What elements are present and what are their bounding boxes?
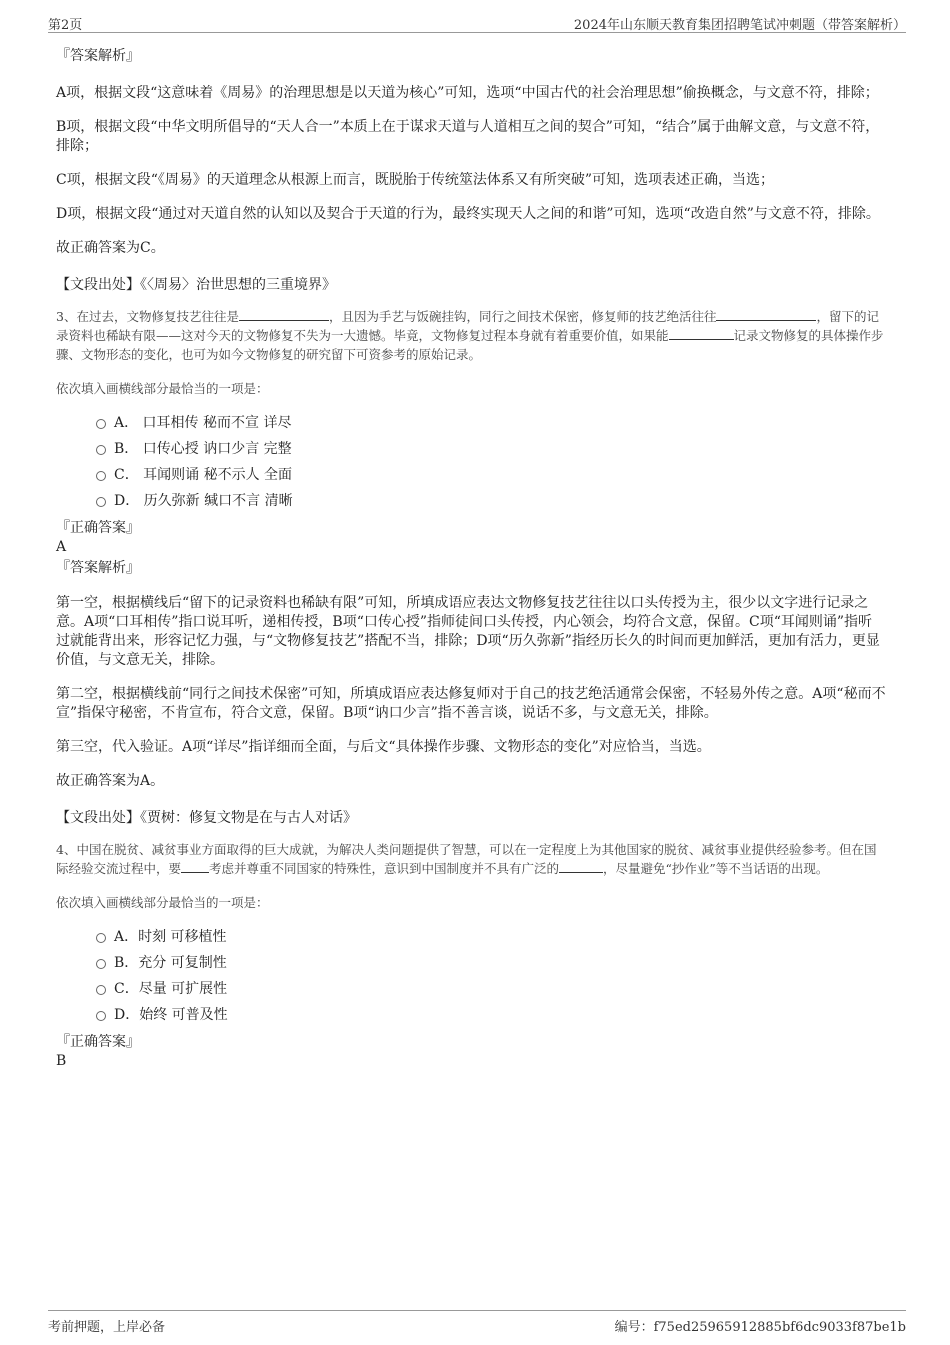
q3-option-a-label: A． 口耳相传 秘而不宣 详尽: [114, 415, 292, 431]
document-title: 2024年山东顺天教育集团招聘笔试冲刺题（带答案解析）: [573, 18, 906, 33]
q4-text-a: 中国在脱贫、减贫事业方面取得的巨大成就，为解决人类问题提供了智慧，可以在一定程度上为其他国家的脱贫、减贫事业提供经验参考。但在国际经验交流过程中，要: [56, 842, 877, 876]
q3-text-d: 记录文物修复的具体操作步骤、文物形态的变化，也可为如今文物修复的研究留下可资参考的原始记录。: [56, 328, 884, 362]
radio-icon[interactable]: [96, 1011, 106, 1021]
q4-option-b-label: B．充分 可复制性: [114, 955, 227, 971]
q2-analysis-label: 『答案解析』: [56, 48, 140, 64]
page-footer: [48, 1310, 906, 1335]
q3-option-c-label: C． 耳闻则诵 秘不示人 全面: [114, 467, 293, 483]
q3-conclusion: 故正确答案为A。: [56, 773, 165, 789]
q2-conclusion: 故正确答案为C。: [56, 240, 165, 256]
q4-option-b[interactable]: [56, 950, 886, 976]
q4-options: [56, 924, 886, 1028]
q2-analysis-para-d: D项，根据文段“通过对天道自然的认知以及契合于天道的行为，最终实现天人之间的和谐”可知，选项“改造自然”与文意不符，排除。: [56, 206, 880, 222]
radio-icon[interactable]: [96, 471, 106, 481]
q4-correct-answer: B: [56, 1053, 67, 1069]
q2-analysis-para-b: B项，根据文段“中华文明所倡导的“天人合一”本质上在于谋求天道与人道相互之间的契合”可知，“结合”属于曲解文意，与文意不符，排除；: [56, 119, 880, 154]
q3-analysis-para-1: 第一空，根据横线后“留下的记录资料也稀缺有限”可知，所填成语应表达文物修复技艺往往以口头传授为主，很少以文字进行记录之意。A项“口耳相传”指口说耳听，递相传授，B项“口传心授”指师徒间口头传授，内心领会，均符合文意，保留。C项“耳闻则诵”指听过就能背出来，形容记忆力强，与“文物修复技艺”搭配不当，排除；D项“历久弥新”指经历长久的时间而更加鲜活，更加有活力，更显价值，与文意无关，排除。: [56, 595, 880, 668]
q4-option-d-label: D．始终 可普及性: [114, 1007, 228, 1023]
q3-option-c[interactable]: [56, 462, 886, 488]
radio-icon[interactable]: [96, 497, 106, 507]
q4-option-c-label: C．尽量 可扩展性: [114, 981, 228, 997]
q4-number: 4、: [56, 842, 77, 857]
document-id: 编号：f75ed25965912885bf6dc9033f87be1b: [614, 1320, 906, 1335]
q3-text-c: ，留下的记录资料也稀缺有限——这对今天的文物修复不失为一大遗憾。毕竟，文物修复过程本身就有着重要价值，如果能: [56, 309, 879, 343]
q3-blank-3: [669, 327, 734, 340]
q4-stem: [56, 840, 886, 878]
q4-text-b: 考虑并尊重不同国家的特殊性，意识到中国制度并不具有广泛的: [209, 861, 560, 876]
q4-option-c[interactable]: [56, 976, 886, 1002]
q3-option-d-label: D． 历久弥新 缄口不言 清晰: [114, 493, 293, 509]
q3-correct-answer: A: [56, 539, 67, 555]
page-content: [56, 40, 886, 1070]
q2-analysis-para-c: C项，根据文段“《周易》的天道理念从根源上而言，既脱胎于传统筮法体系又有所突破”可知，选项表述正确，当选；: [56, 172, 775, 188]
q4-correct-label: 『正确答案』: [56, 1034, 140, 1050]
q3-analysis-para-2: 第二空，根据横线前“同行之间技术保密”可知，所填成语应表达修复师对于自己的技艺绝活通常会保密，不轻易外传之意。A项“秘而不宣”指保守秘密，不肯宣布，符合文意，保留。B项“讷口少言”指不善言谈，说话不多，与文意无关，排除。: [56, 686, 886, 721]
q3-instruction: 依次填入画横线部分最恰当的一项是：: [56, 381, 269, 396]
radio-icon[interactable]: [96, 445, 106, 455]
q4-text-c: ，尽量避免“抄作业”等不当话语的出现。: [603, 861, 829, 876]
q3-correct-label: 『正确答案』: [56, 520, 140, 536]
q3-option-b[interactable]: [56, 436, 886, 462]
page-number: 第2页: [48, 18, 83, 33]
radio-icon[interactable]: [96, 933, 106, 943]
q3-blank-1: [239, 308, 329, 321]
q4-option-a[interactable]: [56, 924, 886, 950]
q4-option-a-label: A．时刻 可移植性: [114, 929, 227, 945]
q3-option-b-label: B． 口传心授 讷口少言 完整: [114, 441, 292, 457]
q3-analysis-para-3: 第三空，代入验证。A项“详尽”指详细而全面，与后文“具体操作步骤、文物形态的变化”对应恰当，当选。: [56, 739, 711, 755]
radio-icon[interactable]: [96, 985, 106, 995]
q2-analysis-para-a: A项，根据文段“这意味着《周易》的治理思想是以天道为核心”可知，选项“中国古代的社会治理思想”偷换概念，与文意不符，排除；: [56, 85, 879, 101]
page-header: [48, 12, 906, 33]
q3-option-a[interactable]: [56, 410, 886, 436]
q2-source: 【文段出处】《〈周易〉治世思想的三重境界》: [56, 277, 336, 293]
q3-text-a: 在过去，文物修复技艺往往是: [76, 309, 239, 324]
q3-option-d[interactable]: [56, 488, 886, 514]
q3-analysis-label: 『答案解析』: [56, 560, 140, 576]
q4-blank-2: [559, 860, 603, 873]
footer-slogan: 考前押题，上岸必备: [48, 1320, 166, 1335]
q4-instruction: 依次填入画横线部分最恰当的一项是：: [56, 895, 269, 910]
q3-text-b: ，且因为手艺与饭碗挂钩，同行之间技术保密，修复师的技艺绝活往往: [328, 309, 717, 324]
q3-blank-2: [716, 308, 816, 321]
radio-icon[interactable]: [96, 959, 106, 969]
q3-stem: [56, 307, 886, 364]
q3-options: [56, 410, 886, 514]
q4-blank-1: [181, 860, 209, 873]
q3-source: 【文段出处】《贾树：修复文物是在与古人对话》: [56, 810, 357, 826]
q3-number: 3、: [56, 309, 77, 324]
radio-icon[interactable]: [96, 419, 106, 429]
q4-option-d[interactable]: [56, 1002, 886, 1028]
